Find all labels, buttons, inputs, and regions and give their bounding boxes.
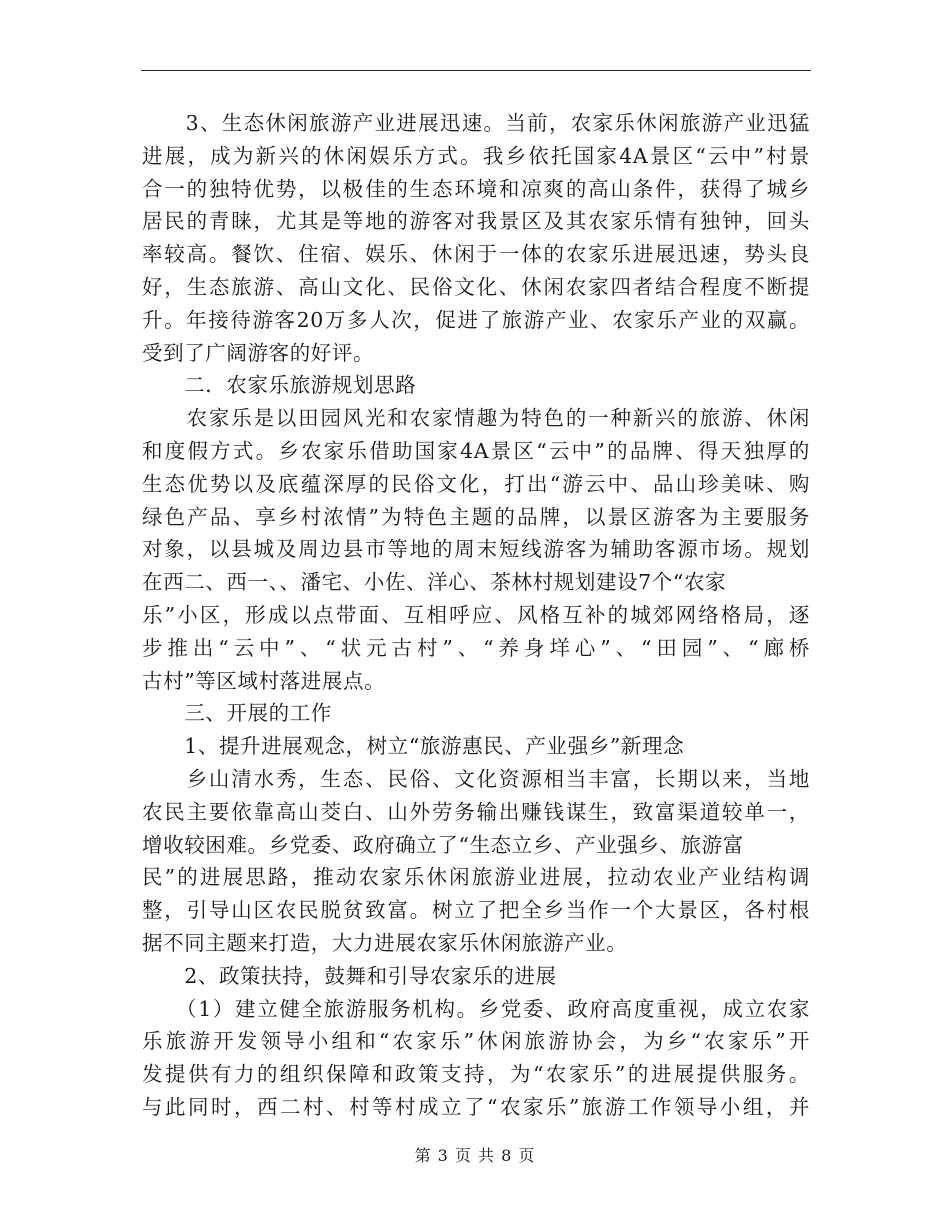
text-line: 绿色产品、享乡村浓情”为特色主题的品牌，以景区游客为主要服务: [142, 504, 810, 529]
text-line: 乐”小区，形成以点带面、互相呼应、风格互补的城郊网络格局，逐: [142, 603, 810, 627]
text-line: 整，引导山区农民脱贫致富。树立了把全乡当作一个大景区，各村根: [142, 898, 810, 923]
text-line: 合一的独特优势，以极佳的生态环境和凉爽的高山条件，获得了城乡: [142, 176, 810, 201]
text-line: 农民主要依靠高山茭白、山外劳务输出赚钱谋生，致富渠道较单一，: [142, 799, 810, 824]
text-line: 古村”等区域村落进展点。: [142, 668, 386, 693]
text-line: 三、开展的工作: [142, 701, 332, 726]
text-line: 民”的进展思路，推动农家乐休闲旅游业进展，拉动农业产业结构调: [142, 865, 810, 890]
text-line: 在西二、西一、、潘宅、小佐、洋心、茶林村规划建设7个“农家: [142, 570, 727, 595]
text-line: 步推出“云中”、“状元古村”、“养身垟心”、“田园”、“廊桥: [142, 635, 810, 660]
text-line: 乡山清水秀，生态、民俗、文化资源相当丰富，长期以来，当地: [142, 767, 810, 791]
text-line: 乐旅游开发领导小组和“农家乐”休闲旅游协会，为乡“农家乐”开: [142, 1029, 810, 1054]
text-line: 据不同主题来打造，大力进展农家乐休闲旅游产业。: [142, 931, 628, 955]
text-line: 进展，成为新兴的休闲娱乐方式。我乡依托国家4A景区“云中”村景: [142, 143, 810, 168]
text-line: 生态优势以及底蕴深厚的民俗文化，打出“游云中、品山珍美味、购: [142, 471, 810, 496]
text-line: 增收较困难。乡党委、政府确立了“生态立乡、产业强乡、旅游富: [142, 832, 744, 857]
text-line: 1、提升进展观念，树立“旅游惠民、产业强乡”新理念: [142, 734, 685, 759]
text-line: 升。年接待游客20万多人次，促进了旅游产业、农家乐产业的双赢。: [142, 307, 810, 332]
text-line: 与此同时，西二村、村等村成立了“农家乐”旅游工作领导小组，并: [142, 1095, 810, 1119]
text-line: 3、生态休闲旅游产业进展迅速。当前，农家乐休闲旅游产业迅猛: [142, 111, 810, 135]
text-line: 率较高。餐饮、住宿、娱乐、休闲于一体的农家乐进展迅速，势头良: [142, 242, 810, 267]
page-footer: 第 3 页 共 8 页: [414, 1146, 536, 1165]
text-line: 受到了广阔游客的好评。: [142, 340, 375, 365]
header-rule: [141, 70, 811, 71]
text-line: 二．农家乐旅游规划思路: [142, 373, 417, 398]
text-line: 发提供有力的组织保障和政策支持，为“农家乐”的进展提供服务。: [142, 1062, 810, 1087]
text-line: 和度假方式。乡农家乐借助国家4A景区“云中”的品牌、得天独厚的: [142, 439, 810, 463]
text-line: 2、政策扶持，鼓舞和引导农家乐的进展: [142, 963, 557, 988]
text-line: 对象，以县城及周边县市等地的周末短线游客为辅助客源市场。规划: [142, 537, 810, 562]
text-line: 好，生态旅游、高山文化、民俗文化、休闲农家四者结合程度不断提: [142, 275, 810, 299]
text-line: （1）建立健全旅游服务机构。乡党委、政府高度重视，成立农家: [142, 996, 810, 1021]
text-line: 居民的青睐，尤其是等地的游客对我景区及其农家乐情有独钟，回头: [142, 209, 810, 234]
text-line: 农家乐是以田园风光和农家情趣为特色的一种新兴的旅游、休闲: [142, 406, 810, 431]
